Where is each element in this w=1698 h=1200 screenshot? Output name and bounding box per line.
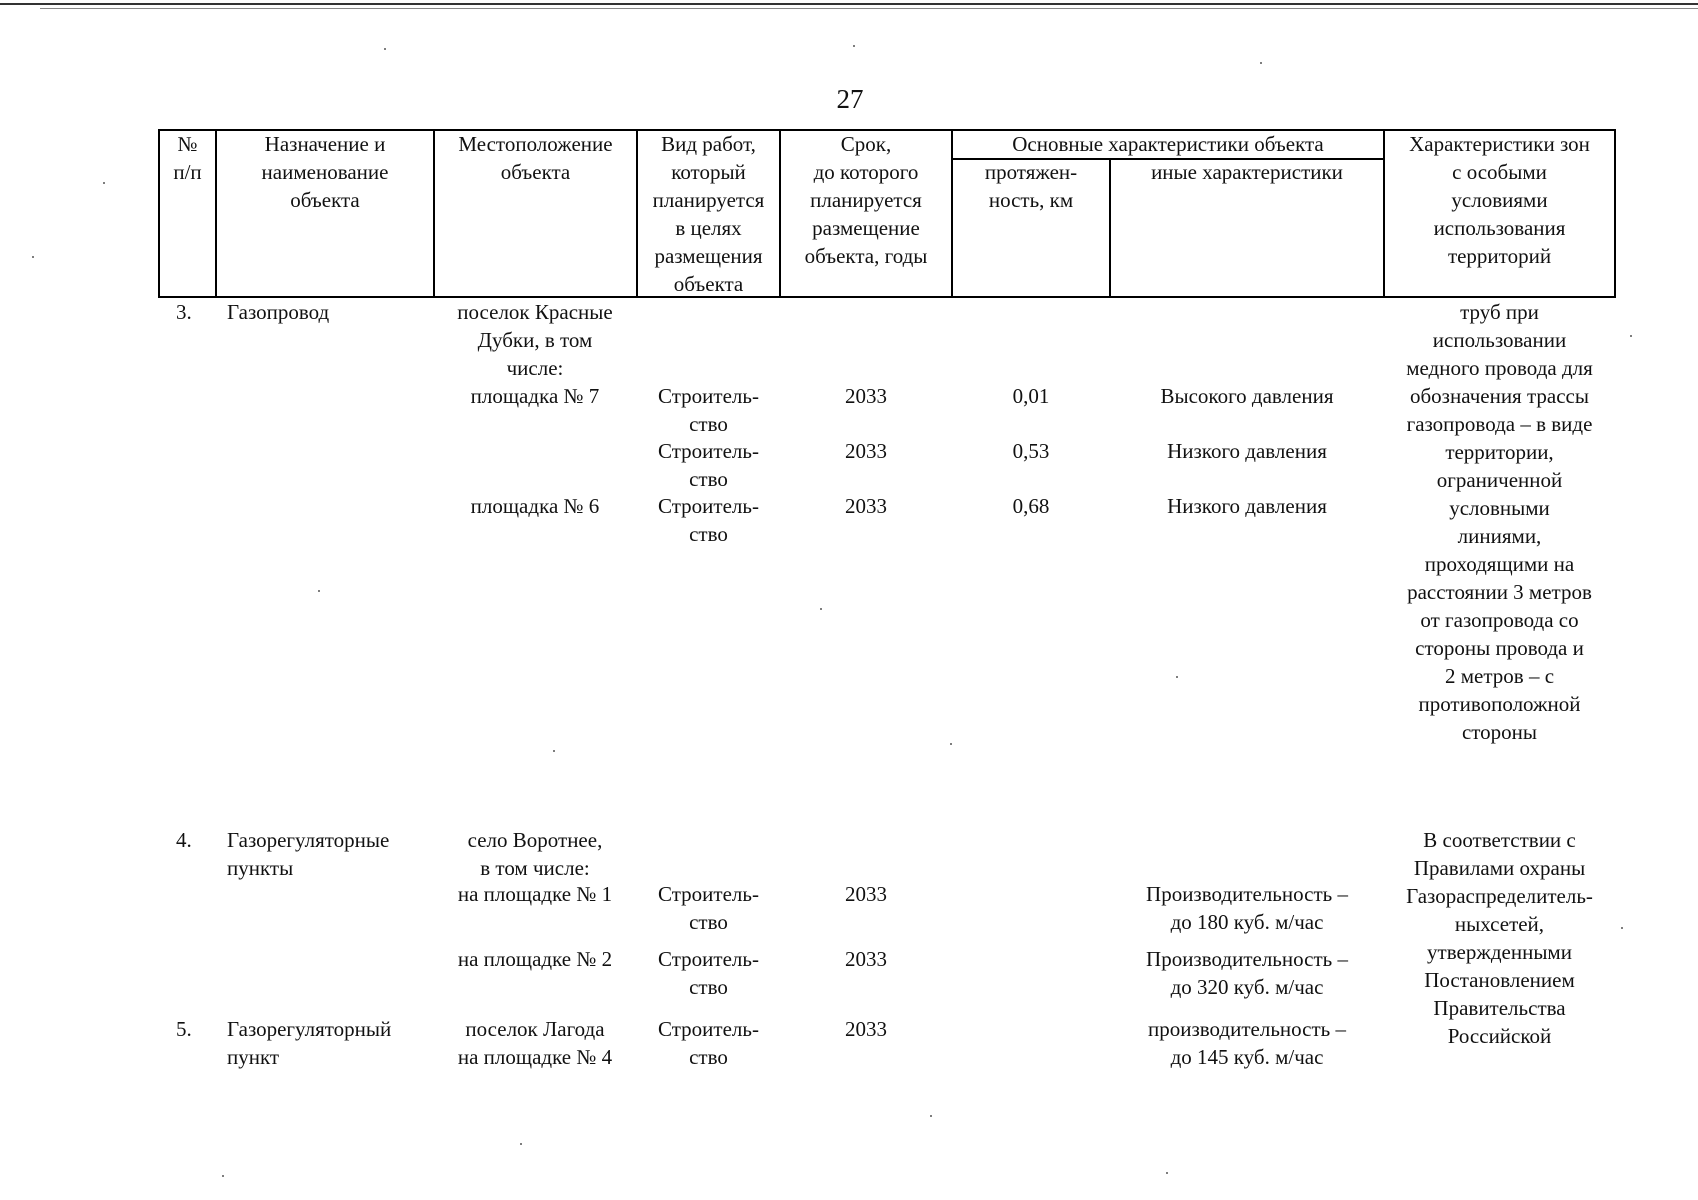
scan-speck bbox=[820, 608, 822, 610]
row5-num: 5. bbox=[176, 1017, 192, 1041]
row3-num: 3. bbox=[176, 300, 192, 324]
row3-length-2: 0,53 bbox=[1012, 439, 1050, 463]
row3-work-3: Строитель- ство bbox=[658, 494, 759, 546]
scan-speck bbox=[853, 45, 855, 47]
page-number: 27 bbox=[836, 84, 864, 114]
row3-term-2: 2033 bbox=[845, 439, 887, 463]
header-main-characteristics: Основные характеристики объекта bbox=[1012, 132, 1324, 156]
header-zones: Характеристики зон с особыми условиями использования территорий bbox=[1409, 132, 1590, 268]
scan-speck bbox=[103, 182, 105, 184]
row4-term-2: 2033 bbox=[845, 947, 887, 971]
row4-site-1: на площадке № 1 bbox=[457, 882, 613, 906]
row3-location: поселок Красные Дубки, в том числе: bbox=[457, 300, 613, 380]
header-work-type: Вид работ, который планируется в целях размещения объекта bbox=[652, 132, 765, 296]
row3-work-2: Строитель- ство bbox=[658, 439, 759, 491]
header-other-characteristics: иные характеристики bbox=[1151, 160, 1343, 184]
scan-speck bbox=[1260, 62, 1262, 64]
scan-top-border bbox=[0, 3, 1698, 5]
scan-speck bbox=[384, 48, 386, 50]
row4-location: село Воротнее, в том числе: bbox=[467, 828, 603, 880]
row3-term-1: 2033 bbox=[845, 384, 887, 408]
col-rule-8 bbox=[1614, 129, 1616, 298]
row5-work-1: Строитель- ство bbox=[658, 1017, 759, 1069]
header-num: № п/п bbox=[173, 132, 202, 184]
row5-other-1: производительность – до 145 куб. м/час bbox=[1147, 1017, 1346, 1069]
row3-site-6: площадка № 6 bbox=[470, 494, 600, 518]
row3-length-1: 0,01 bbox=[1012, 384, 1050, 408]
row4-zone: В соответствии с Правилами охраны Газораспределитель- ныхсетей, утвержденными Постановлением Правительства Российской bbox=[1406, 828, 1593, 1048]
row3-other-1: Высокого давления bbox=[1160, 384, 1334, 408]
scan-speck bbox=[520, 1143, 522, 1145]
row5-location: поселок Лагода на площадке № 4 bbox=[457, 1017, 613, 1069]
scan-top-border-secondary bbox=[40, 8, 1698, 9]
row3-other-3: Низкого давления bbox=[1167, 494, 1327, 518]
row3-term-3: 2033 bbox=[845, 494, 887, 518]
row4-site-2: на площадке № 2 bbox=[457, 947, 613, 971]
row5-term-1: 2033 bbox=[845, 1017, 887, 1041]
row3-name: Газопровод bbox=[227, 300, 330, 324]
row4-work-2: Строитель- ство bbox=[658, 947, 759, 999]
scan-speck bbox=[1176, 676, 1178, 678]
scan-speck bbox=[32, 256, 34, 258]
row4-other-2: Производительность – до 320 куб. м/час bbox=[1146, 947, 1348, 999]
header-location: Местоположение объекта bbox=[458, 132, 613, 184]
scan-speck bbox=[318, 590, 320, 592]
row4-num: 4. bbox=[176, 828, 192, 852]
row4-work-1: Строитель- ство bbox=[658, 882, 759, 934]
scan-speck bbox=[222, 1175, 224, 1177]
row4-term-1: 2033 bbox=[845, 882, 887, 906]
header-length: протяжен- ность, км bbox=[984, 160, 1078, 212]
row3-site-7: площадка № 7 bbox=[470, 384, 600, 408]
header-name: Назначение и наименование объекта bbox=[261, 132, 389, 212]
row3-other-2: Низкого давления bbox=[1167, 439, 1327, 463]
scan-speck bbox=[930, 1115, 932, 1117]
header-term: Срок, до которого планируется размещение объекта, годы bbox=[804, 132, 928, 268]
row4-name: Газорегуляторные пункты bbox=[227, 828, 390, 880]
row4-other-1: Производительность – до 180 куб. м/час bbox=[1146, 882, 1348, 934]
scan-speck bbox=[1621, 927, 1623, 929]
row3-work-1: Строитель- ство bbox=[658, 384, 759, 436]
scan-speck bbox=[950, 743, 952, 745]
row3-zone: труб при использовании медного провода для обозначения трассы газопровода – в виде территории, ограниченной условными линиями, проходящими на расстоянии 3 метров от газопровода со стороны провода и 2 метров – с противоположной стороны bbox=[1406, 300, 1593, 744]
row5-name: Газорегуляторный пункт bbox=[227, 1017, 392, 1069]
scan-speck bbox=[553, 750, 555, 752]
row3-length-3: 0,68 bbox=[1012, 494, 1050, 518]
scan-speck bbox=[1166, 1172, 1168, 1174]
scan-speck bbox=[1630, 335, 1632, 337]
